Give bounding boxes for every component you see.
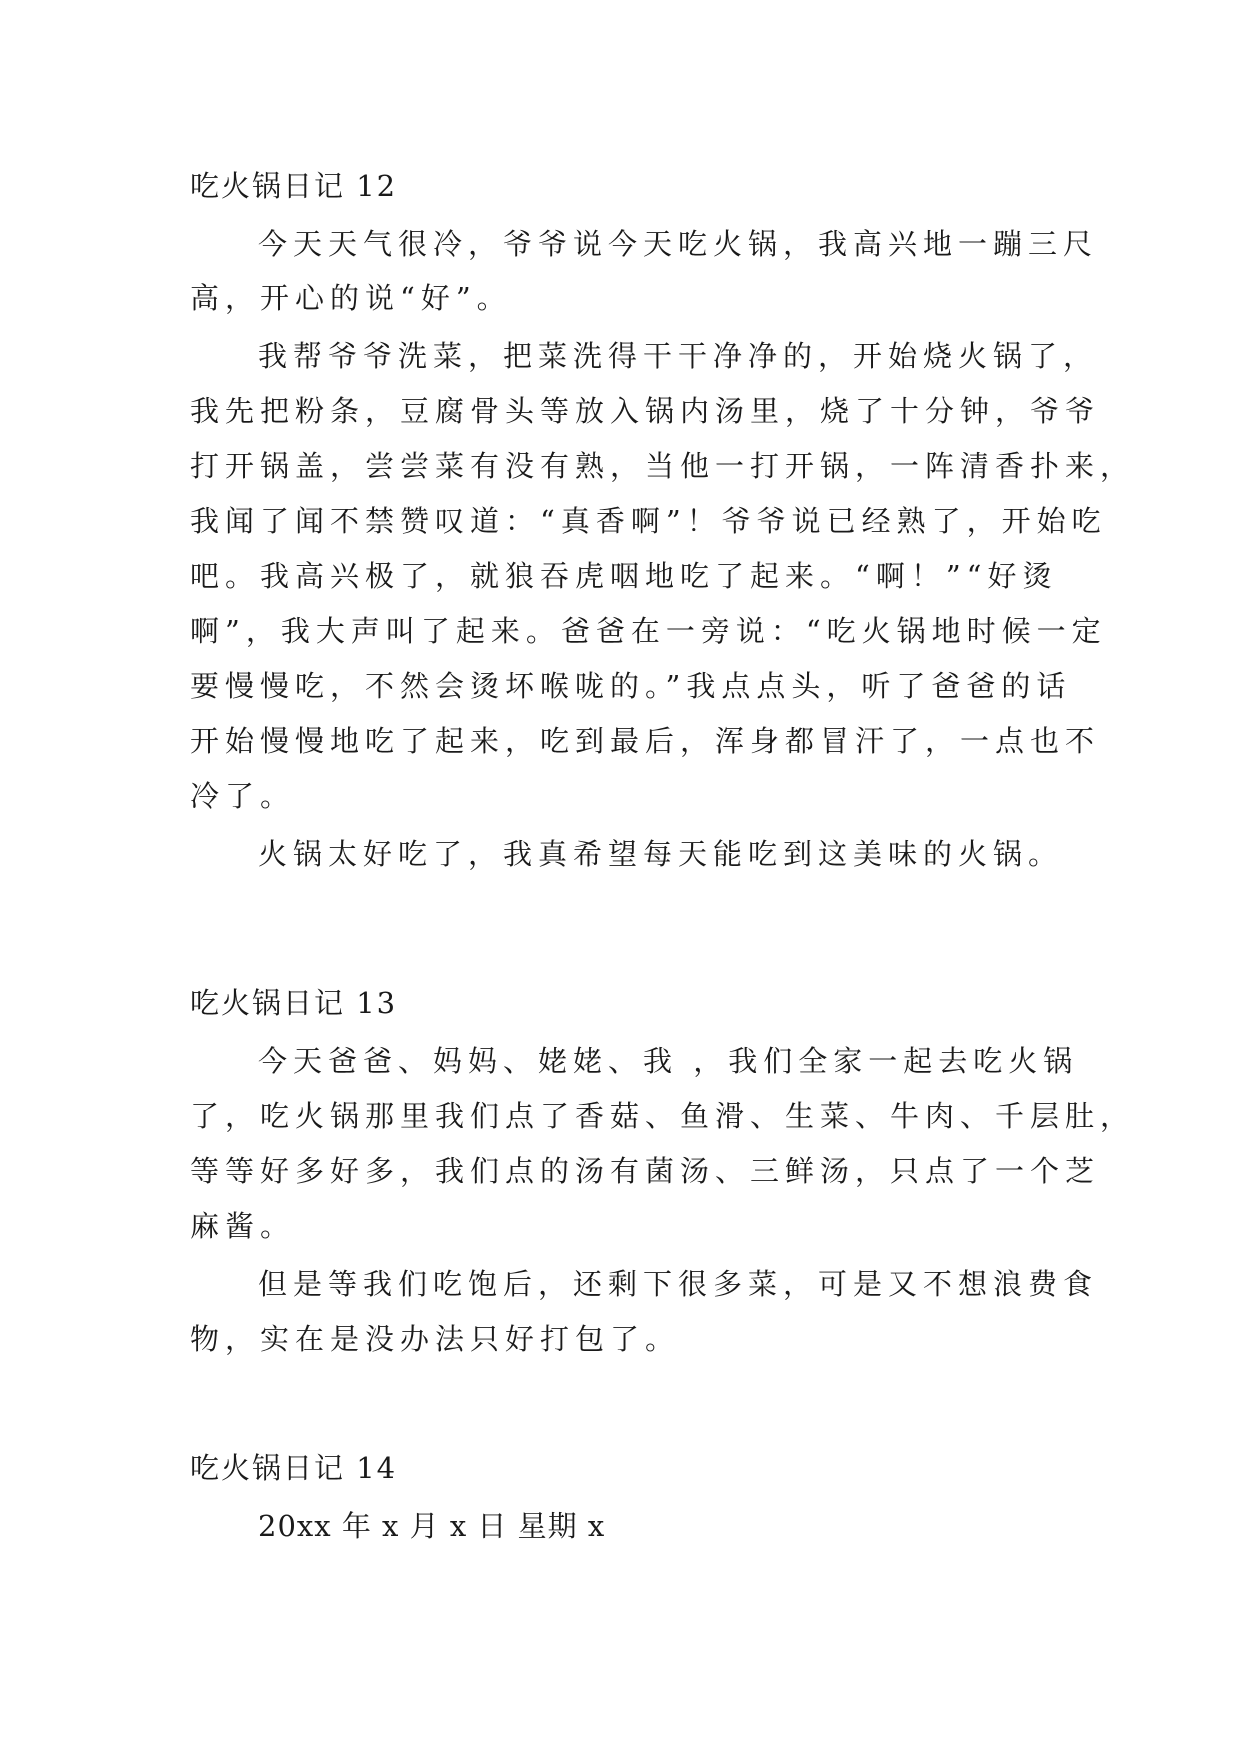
date-line: 20xx 年 x 月 x 日 星期 x: [258, 1509, 606, 1543]
text-line: 啊”，我大声叫了起来。爸爸在一旁说：“吃火锅地时候一定: [190, 614, 1107, 648]
text-line: 等等好多好多，我们点的汤有菌汤、三鲜汤，只点了一个芝: [190, 1154, 1101, 1188]
text-line: 了，吃火锅那里我们点了香菇、鱼滑、生菜、牛肉、千层肚，: [190, 1099, 1136, 1133]
text-line: 麻酱。: [190, 1209, 296, 1243]
text-line: 物，实在是没办法只好打包了。: [190, 1322, 681, 1356]
text-line: 冷了。: [190, 779, 296, 813]
text-line: 吧。我高兴极了，就狼吞虎咽地吃了起来。“啊！”“好烫: [190, 559, 1058, 593]
entry-title: 吃火锅日记 13: [190, 986, 398, 1020]
text-line: 高，开心的说“好”。: [190, 281, 512, 315]
text-line: 打开锅盖，尝尝菜有没有熟，当他一打开锅，一阵清香扑来，: [190, 449, 1136, 483]
entry-title: 吃火锅日记 14: [190, 1451, 398, 1485]
text-line: 但是等我们吃饱后，还剩下很多菜，可是又不想浪费食: [258, 1267, 1099, 1301]
text-line: 要慢慢吃，不然会烫坏喉咙的。”我点点头，听了爸爸的话: [190, 669, 1072, 703]
text-line: 我闻了闻不禁赞叹道：“真香啊”！爷爷说已经熟了，开始吃: [190, 504, 1107, 538]
text-line: 今天爸爸、妈妈、姥姥、我 ，我们全家一起去吃火锅: [258, 1044, 1079, 1078]
text-line: 我帮爷爷洗菜，把菜洗得干干净净的，开始烧火锅了，: [258, 339, 1099, 373]
text-line: 开始慢慢地吃了起来，吃到最后，浑身都冒汗了，一点也不: [190, 724, 1101, 758]
text-line: 今天天气很冷，爷爷说今天吃火锅，我高兴地一蹦三尺: [258, 227, 1099, 261]
entry-title: 吃火锅日记 12: [190, 169, 398, 203]
text-line: 火锅太好吃了，我真希望每天能吃到这美味的火锅。: [258, 837, 1064, 871]
text-line: 我先把粉条，豆腐骨头等放入锅内汤里，烧了十分钟，爷爷: [190, 394, 1101, 428]
